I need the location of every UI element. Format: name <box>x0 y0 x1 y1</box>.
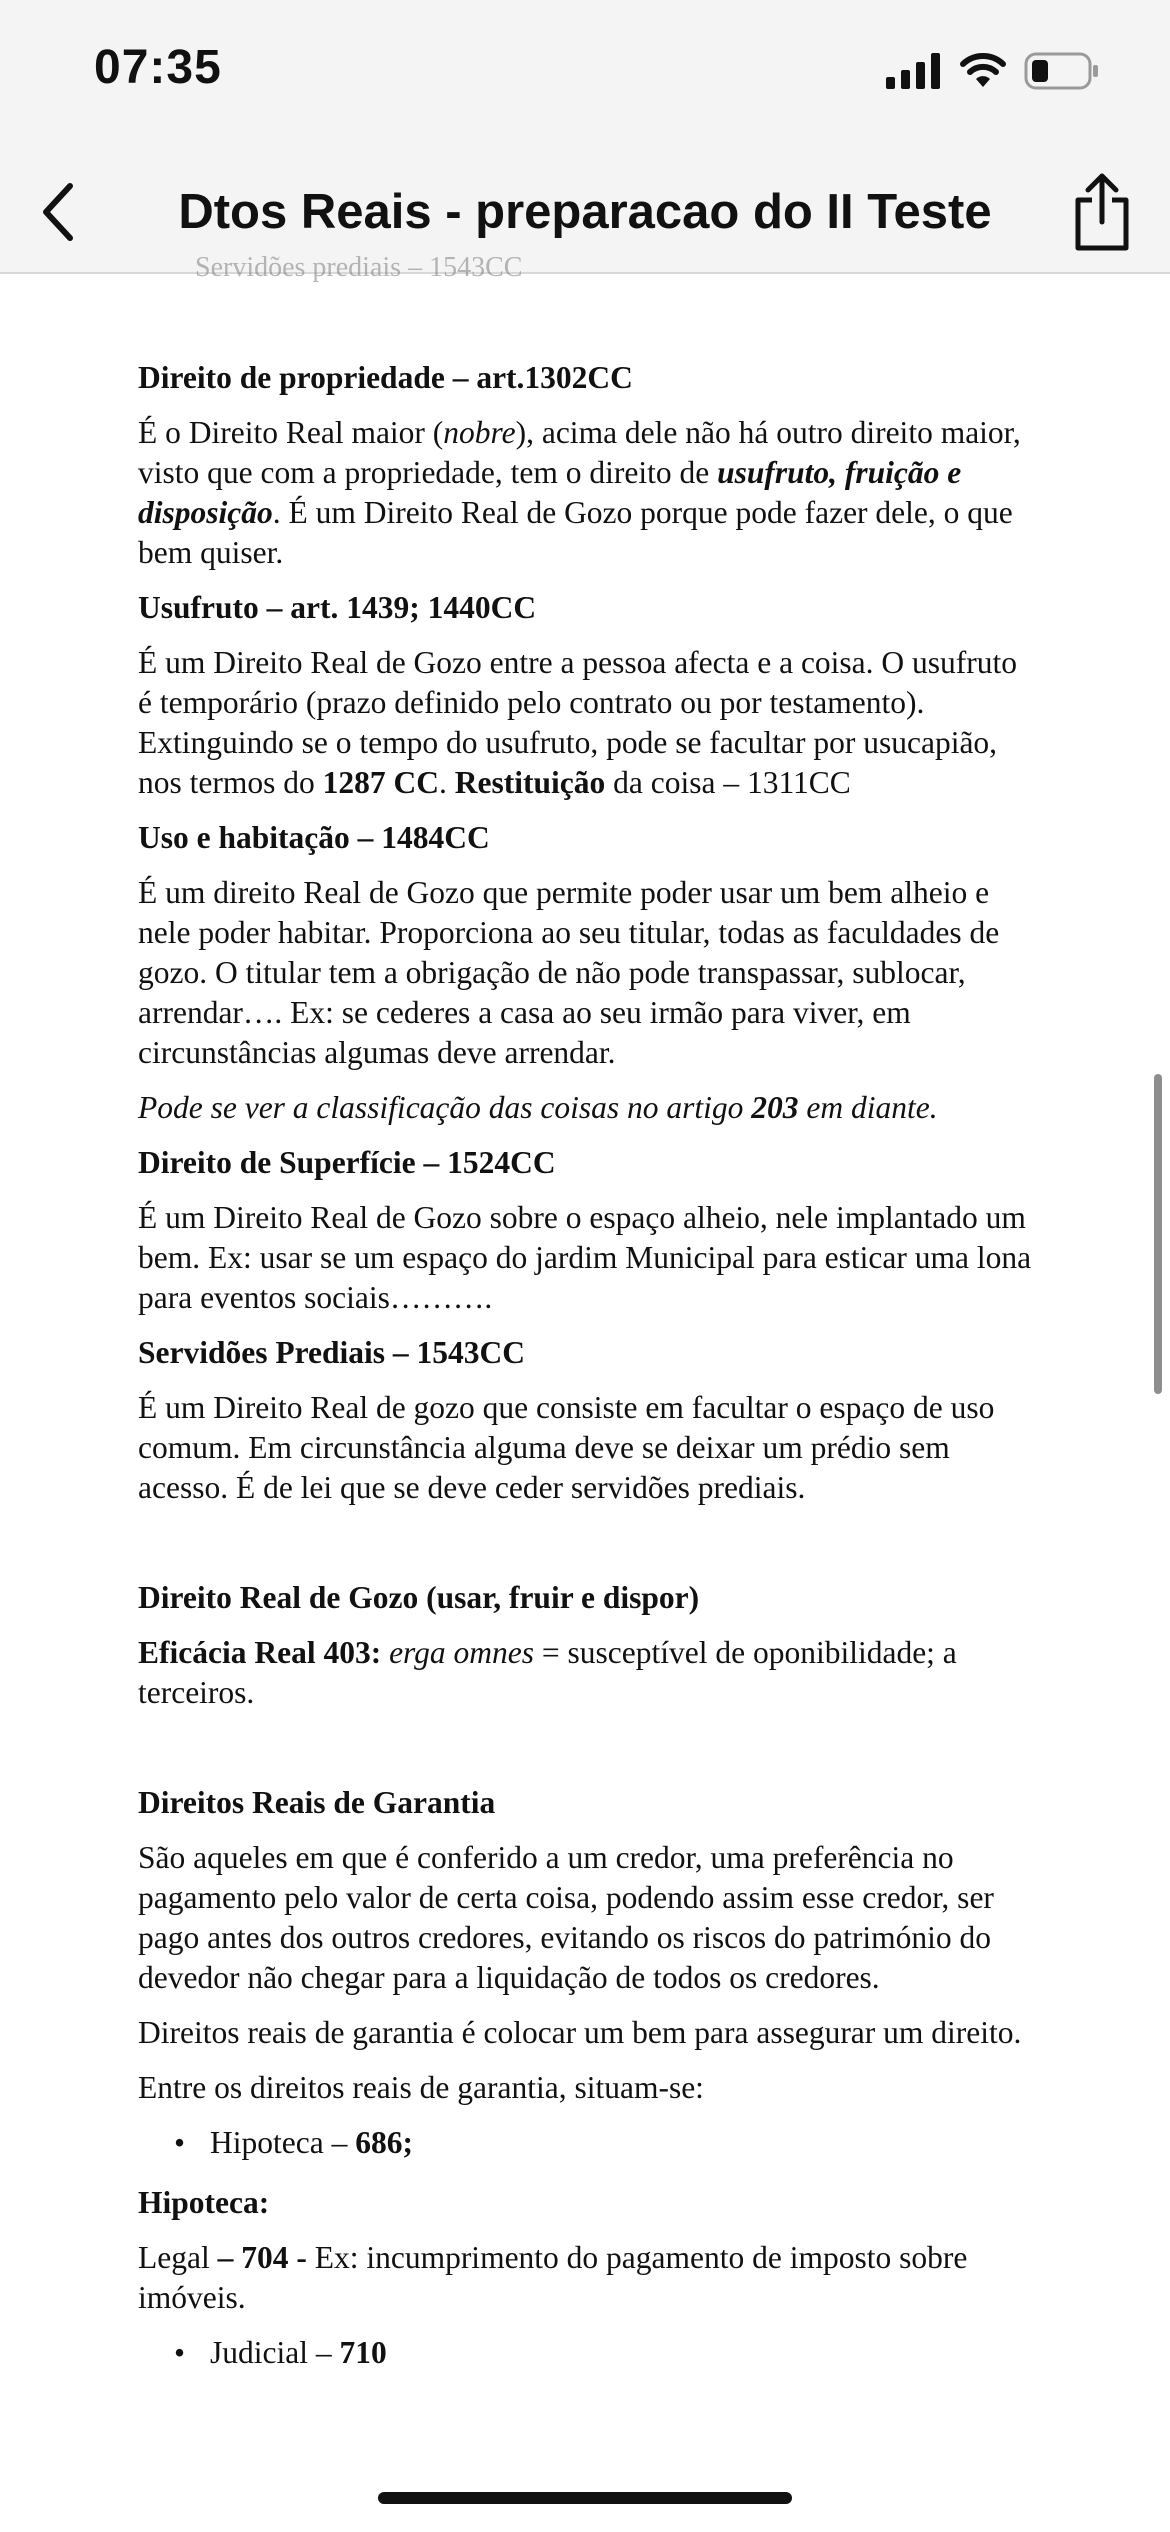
document-page <box>138 358 1038 2388</box>
section-heading: Servidões Prediais – 1543CC <box>138 1335 526 1370</box>
back-button[interactable] <box>18 172 98 252</box>
paragraph: Legal – 704 - Ex: incumprimento do pagamento de imposto sobre imóveis. <box>138 2240 968 2315</box>
paragraph: É um Direito Real de Gozo sobre o espaço alheio, nele implantado um bem. Ex: usar se um espaço do jardim Municipal para esticar uma lona para eventos sociais………. <box>138 1200 1032 1315</box>
share-icon <box>1070 172 1134 252</box>
italic-note: Pode se ver a classificação das coisas no artigo 203 em diante. <box>138 1090 938 1125</box>
document-title: Dtos Reais - preparacao do II Teste <box>178 185 992 239</box>
paragraph: É um Direito Real de Gozo entre a pessoa afecta e a coisa. O usufruto é temporário (prazo definido pelo contrato ou por testamento). Extinguindo se o tempo do usufruto, pode se facultar por usucapião, nos termos do 1287 CC. Restituição da coisa – 1311CC <box>138 645 1018 800</box>
paragraph: Direitos reais de garantia é colocar um bem para assegurar um direito. <box>138 2015 1022 2050</box>
section-heading: Direitos Reais de Garantia <box>138 1785 496 1820</box>
paragraph: Eficácia Real 403: erga omnes = susceptível de oponibilidade; a terceiros. <box>138 1635 957 1710</box>
chevron-left-icon <box>38 182 78 242</box>
section-heading: Direito de Superfície – 1524CC <box>138 1145 556 1180</box>
section-heading: Usufruto – art. 1439; 1440CC <box>138 590 537 625</box>
paragraph: É um direito Real de Gozo que permite poder usar um bem alheio e nele poder habitar. Proporciona ao seu titular, todas as faculdades de gozo. O titular tem a obrigação de não pode transpassar, sublocar, arrendar…. Ex: se cederes a casa ao seu irmão para viver, em circunstâncias algumas deve arrendar. <box>138 875 1000 1070</box>
navigation-bar <box>0 150 1170 274</box>
section-heading: Uso e habitação – 1484CC <box>138 820 490 855</box>
paragraph: É o Direito Real maior (nobre), acima dele não há outro direito maior, visto que com a propriedade, tem o direito de usufruto, fruição e disposição. É um Direito Real de Gozo porque pode fazer dele, o que bem quiser. <box>138 415 1021 570</box>
document-viewer[interactable] <box>0 252 1170 2532</box>
status-time: 07:35 <box>94 41 222 94</box>
share-button[interactable] <box>1056 162 1148 262</box>
section-heading: Hipoteca: <box>138 2185 270 2220</box>
partial-top-line: Servidões prediais – 1543CC <box>195 252 523 283</box>
vertical-scrollbar[interactable] <box>1154 1074 1162 1394</box>
section-heading: Direito Real de Gozo (usar, fruir e dispor) <box>138 1580 700 1615</box>
home-indicator[interactable] <box>378 2492 792 2504</box>
paragraph: São aqueles em que é conferido a um credor, uma preferência no pagamento pelo valor de certa coisa, podendo assim esse credor, ser pago antes dos outros credores, evitando os riscos do património do devedor não chegar para a liquidação de todos os credores. <box>138 1840 994 1995</box>
paragraph: Entre os direitos reais de garantia, situam-se: <box>138 2070 704 2105</box>
list-item: • Hipoteca – 686; <box>174 2125 413 2160</box>
status-bar <box>0 0 1170 150</box>
list-item: • Judicial – 710 <box>174 2335 387 2370</box>
section-heading: Direito de propriedade – art.1302CC <box>138 360 633 395</box>
cellular-signal-icon <box>886 53 942 89</box>
status-icons <box>886 52 1100 90</box>
battery-icon <box>1024 52 1100 90</box>
paragraph: É um Direito Real de gozo que consiste em facultar o espaço de uso comum. Em circunstância alguma deve se deixar um prédio sem acesso. É de lei que se deve ceder servidões prediais. <box>138 1390 995 1505</box>
wifi-icon <box>960 53 1006 89</box>
